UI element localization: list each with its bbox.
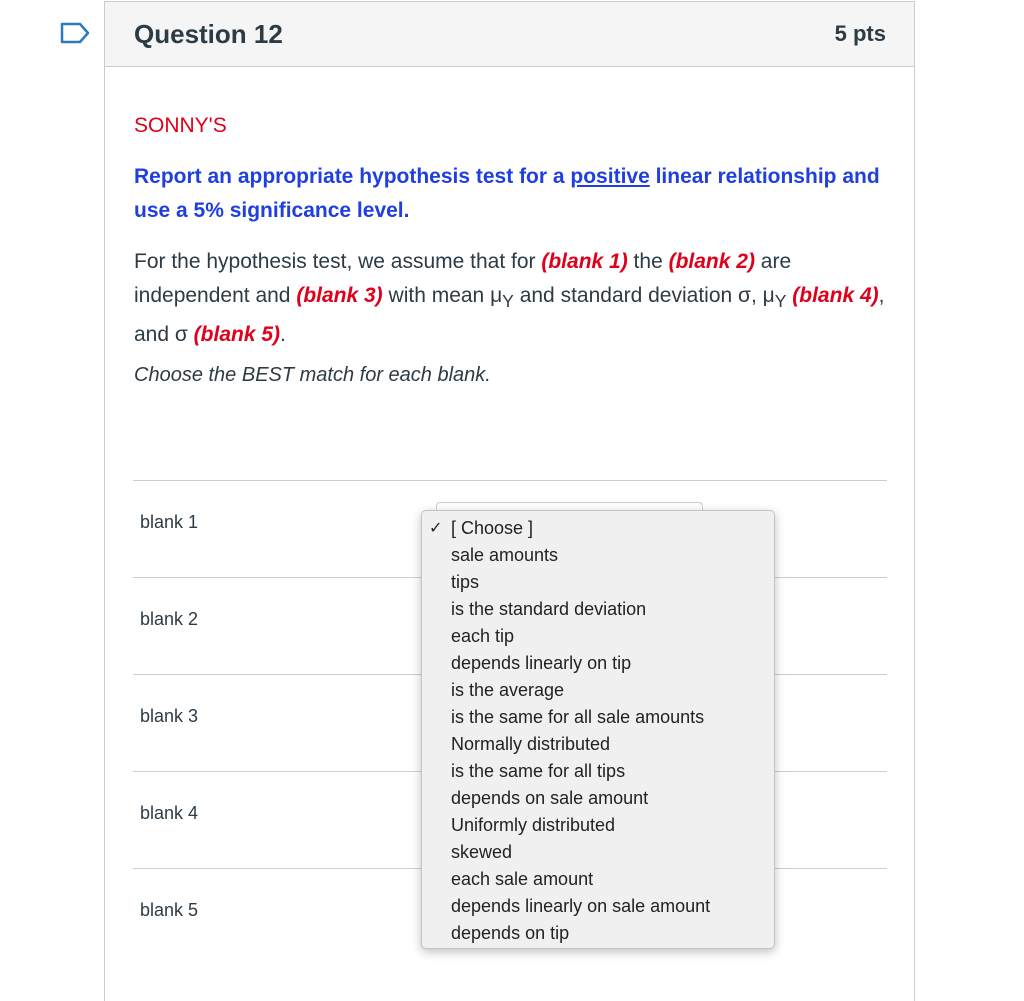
dropdown-option[interactable]: is the same for all tips: [451, 761, 626, 781]
blank-ref-2: (blank 2): [668, 250, 755, 273]
para-text: are independent and: [134, 250, 792, 307]
dropdown-option[interactable]: depends linearly on sale amount: [451, 896, 711, 916]
subscript-y: Y: [502, 291, 514, 312]
dropdown-option[interactable]: tips: [451, 572, 480, 592]
para-text: For the hypothesis test, we assume that for: [134, 250, 542, 273]
blank-1-dropdown-menu[interactable]: [421, 510, 775, 949]
blank-ref-5: (blank 5): [193, 323, 281, 347]
blank-ref-1: (blank 1): [541, 250, 628, 273]
para-text: with mean μ: [382, 284, 503, 307]
dropdown-option[interactable]: is the same for all sale amounts: [451, 707, 705, 727]
dropdown-option[interactable]: depends on tip: [451, 923, 570, 943]
question-title: Question 12: [134, 19, 283, 49]
dropdown-option[interactable]: depends linearly on tip: [451, 653, 632, 673]
blank-ref-4: (blank 4): [792, 284, 879, 307]
prompt-text-2: linear relationship and use a 5% significance level.: [134, 165, 880, 222]
dropdown-option[interactable]: each sale amount: [451, 869, 594, 889]
option-label: [ Choose ]: [451, 518, 534, 538]
dropdown-option-choose[interactable]: [422, 515, 774, 542]
dropdown-option[interactable]: sale amounts: [451, 545, 559, 565]
dropdown-option[interactable]: is the standard deviation: [451, 599, 647, 619]
bookmark-flag-icon[interactable]: [60, 22, 90, 44]
checkmark-icon: ✓: [429, 520, 443, 537]
prompt-text-1: Report an appropriate hypothesis test for a: [134, 165, 571, 188]
blank-label: blank 2: [140, 609, 199, 629]
instruction-text: Choose the BEST match for each blank.: [134, 364, 491, 386]
dropdown-option[interactable]: depends on sale amount: [451, 788, 649, 808]
para-text: , and σ: [134, 284, 885, 347]
blank-label: blank 4: [140, 803, 199, 823]
question-points: 5 pts: [834, 21, 886, 46]
dropdown-option[interactable]: Normally distributed: [451, 734, 611, 754]
question-prompt: [134, 160, 894, 228]
blank-label: blank 5: [140, 900, 199, 920]
para-text: and standard deviation σ, μ: [513, 284, 775, 307]
dropdown-option[interactable]: each tip: [451, 626, 515, 646]
blank-label: blank 3: [140, 706, 199, 726]
blank-ref-3: (blank 3): [296, 284, 383, 307]
subscript-y: Y: [774, 291, 787, 312]
para-text: .: [280, 323, 286, 347]
question-header: [105, 2, 914, 67]
para-text: the: [627, 250, 669, 273]
question-paragraph: [134, 245, 894, 352]
prompt-underlined-word: positive: [570, 165, 650, 188]
section-heading: SONNY'S: [134, 114, 227, 137]
dropdown-option[interactable]: is the average: [451, 680, 565, 700]
dropdown-option[interactable]: skewed: [451, 842, 513, 862]
dropdown-option[interactable]: Uniformly distributed: [451, 815, 616, 835]
blank-label: blank 1: [140, 512, 199, 532]
